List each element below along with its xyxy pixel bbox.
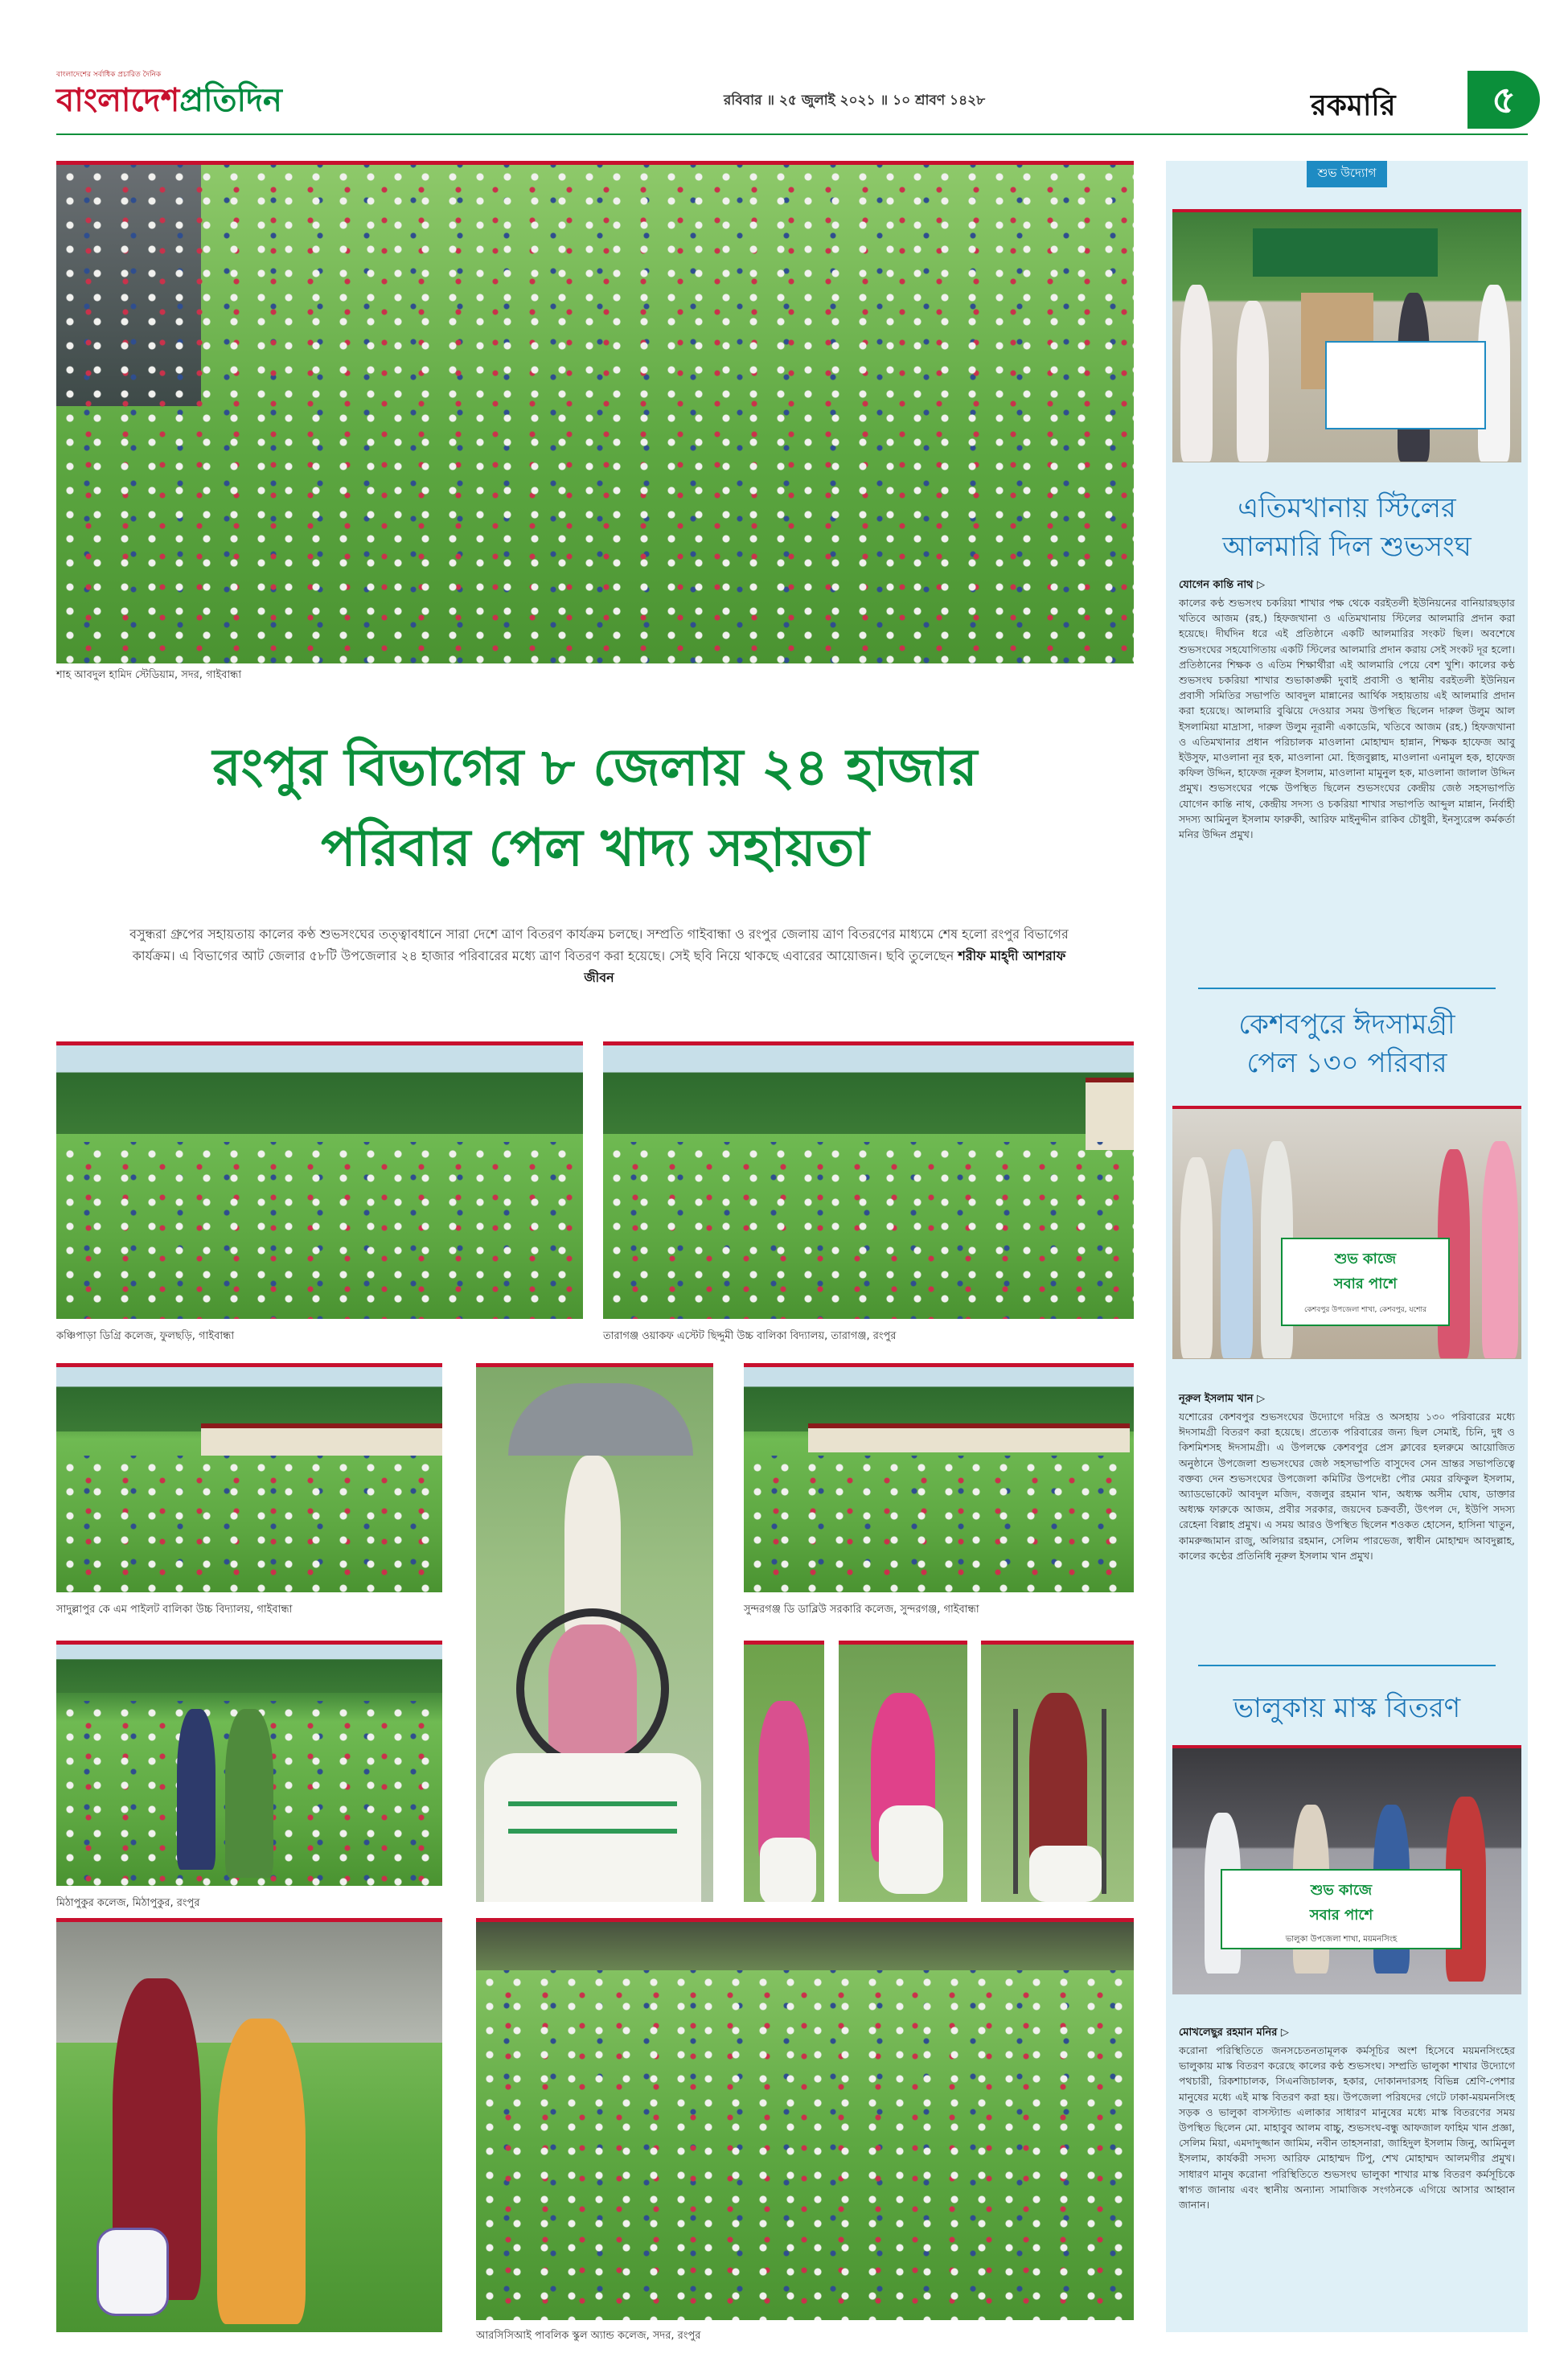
bhaluka-banner	[1221, 1869, 1462, 1949]
section-name: রকমারি	[1311, 88, 1396, 122]
story2-title	[1166, 1005, 1528, 1082]
dateline: রবিবার ॥ ২৫ জুলাই ২০২১ ॥ ১০ শ্রাবণ ১৪২৮	[724, 92, 986, 109]
story1-title	[1166, 489, 1528, 566]
photo-woman-with-bag	[839, 1641, 967, 1902]
photo-taraganj	[603, 1041, 1134, 1319]
sidebar-tag-label: শুভ উদ্যোগ	[1307, 161, 1388, 187]
caption-row1-left: কঞ্চিপাড়া ডিগ্রি কলেজ, ফুলছড়ি, গাইবান্ধা	[56, 1330, 235, 1342]
photo-elderly-woman-walking	[56, 1918, 442, 2332]
main-headline	[56, 728, 1134, 889]
masthead	[56, 56, 1528, 137]
photo-keshabpur-eid	[1172, 1106, 1521, 1359]
photo-almirah-handover	[1172, 209, 1521, 462]
caption-bottom: আরসিসিআই পাবলিক স্কুল অ্যান্ড কলেজ, সদর, রংপুর	[476, 2330, 701, 2342]
photo-elderly-crutches	[981, 1641, 1134, 1902]
intro-text: বসুন্ধরা গ্রুপের সহায়তায় কালের কণ্ঠ শুভসংঘের তত্ত্বাবধানে সারা দেশে ত্রাণ বিতরণ কার্যক্রম চলছে। সম্প্রতি গাইবান্ধা ও রংপুর জেলায় ত্রাণ বিতরণের মাধ্যমে শেষ হলো রংপুর বিভাগের কার্যক্রম। এ বিভাগের আট জেলার ৫৮টি উপজেলার ২৪ হাজার পরিবারের মধ্যে ত্রাণ বিতরণ করা হয়েছে। সেই ছবি নিয়ে থাকছে এবারের আয়োজন। ছবি তুলেছেন	[129, 926, 1069, 963]
photo-mithapukur	[56, 1641, 442, 1886]
caption-row1-right: তারাগঞ্জ ওয়াকফ এস্টেট ছিদ্দুমী উচ্চ বালিকা বিদ্যালয়, তারাগঞ্জ, রংপুর	[603, 1330, 897, 1342]
story3-title: ভালুকায় মাস্ক বিতরণ	[1233, 1692, 1461, 1724]
sidebar-divider-2	[1198, 1665, 1496, 1666]
keshabpur-banner	[1281, 1238, 1450, 1326]
keshabpur-banner-line2: সবার পাশে	[1333, 1275, 1398, 1292]
newspaper-logo[interactable]	[56, 71, 322, 135]
story2-title-line2: পেল ১৩০ পরিবার	[1246, 1047, 1447, 1079]
bhaluka-banner-line1: শুভ কাজে	[1310, 1882, 1373, 1899]
photo-wheelchair-portrait	[476, 1363, 713, 1902]
headline-line2: পরিবার পেল খাদ্য সহায়তা	[321, 818, 869, 878]
photo-rcci-school-aerial	[476, 1918, 1134, 2320]
story3-body: করোনা পরিস্থিতিতে জনসচেতনতামূলক কর্মসূচির অংশ হিসেবে ময়মনসিংহের ভালুকায় মাস্ক বিতরণ করেছে কালের কণ্ঠ শুভসংঘ। সম্প্রতি ভালুকা শাখার উদ্যোগে পথচারী, রিকশাচালক, সিএনজিচালক, হকার, দোকানদারসহ বিভিন্ন শ্রেণি-পেশার মানুষের মধ্যে এই মাস্ক বিতরণ করা হয়। উপজেলা পরিষদের গেটে ঢাকা-ময়মনসিংহ সড়ক ও ভালুকা বাসস্ট্যান্ড এলাকার সাধারণ মানুষের মধ্যে মাস্ক বিতরণের সময় উপস্থিত ছিলেন মো. মাহাবুব আলম বাচ্চু, শুভসংঘ-বন্ধু আফজাল ফাহিম খান প্রজ্ঞা, সেলিম মিয়া, এমদাদুজ্জান জামিম, নবীন তাহসনারা, জাহিদুল ইসলাম জিনু, আমিনুল ইসলাম, কার্যকরী সদস্য আরিফ মোহাম্মদ টিপু, শেখ মোহাম্মদ আলমগীর প্রমুখ। সাধারণ মানুষ করোনা পরিস্থিতিতে শুভসংঘ ভালুকা শাখার মাস্ক বিতরণ কর্মসূচিকে স্বাগত জানায় এবং স্থানীয় অন্যান্য সামাজিক সংগঠনকে এগিয়ে আসার আহ্বান জানান।	[1179, 2044, 1515, 2212]
bhaluka-banner-sub: ভালুকা উপজেলা শাখা, ময়মনসিংহ	[1285, 1935, 1398, 1944]
logo-tagline: বাংলাদেশের সর্বাধিক প্রচারিত দৈনিক	[56, 71, 162, 79]
story1-byline: যোগেন কান্তি নাথ ▷	[1179, 579, 1266, 591]
story2-body: যশোরের কেশবপুর শুভসংঘের উদ্যোগে দরিদ্র ও অসহায় ১৩০ পরিবারের মধ্যে ঈদসামগ্রী বিতরণ করা হয়েছে। প্রত্যেক পরিবারের জন্য ছিল সেমাই, চিনি, দুধ ও কিশমিশসহ ঈদসামগ্রী। এ উপলক্ষে কেশবপুর প্রেস ক্লাবের হলরুমে আয়োজিত অনুষ্ঠানে উপজেলা শুভসংঘের জেষ্ঠ সহসভাপতি বাসুদেব সেন ভ্রান্তর সভাপতিত্বে বক্তব্য দেন শুভসংঘের উপজেলা কমিটির উপদেষ্টা পৌর মেয়র রফিকুল ইসলাম, অ্যাডভোকেট আবদুল মজিদ, বজলুর রহমান খান, অধ্যক্ষ অসীম ঘোষ, ডাক্তার অধ্যক্ষ ফারুকে আজম, প্রবীর সরকার, জয়দেব চক্রবর্তী, উৎপল দে, ইউপি সদস্য রেহেনা বিল্লাহ প্রমুখ। এ সময় আরও উপস্থিত ছিলেন শওকত হোসেন, হাসিনা খাতুন, কামরুজ্জামান রাজু, অলিয়ার রহমান, সেলিম পারভেজ, স্বাধীন মোহাম্মদ আবদুল্লাহ, কালের কণ্ঠের প্রতিনিধি নূরুল ইসলাম খান প্রমুখ।	[1179, 1411, 1515, 1562]
photo-sundarganj	[744, 1363, 1134, 1592]
sidebar-divider-1	[1198, 988, 1496, 989]
story1-title-line1: এতিমখানায় স্টিলের	[1238, 492, 1456, 524]
masthead-divider	[56, 133, 1528, 135]
sidebar	[1166, 161, 1528, 2332]
photo-sadullapur	[56, 1363, 442, 1592]
story3-byline: মোখলেছুর রহমান মনির ▷	[1179, 2027, 1289, 2039]
story2-title-line1: কেশবপুরে ঈদসামগ্রী	[1238, 1008, 1455, 1041]
keshabpur-banner-line1: শুভ কাজে	[1334, 1251, 1397, 1267]
sidebar-tag	[1166, 161, 1528, 209]
photographer-credit: শরীফ মাহ্‌দী আশরাফ জীবন	[584, 948, 1066, 985]
caption-row2-right: সুন্দরগঞ্জ ডি ডাব্লিউ সরকারি কলেজ, সুন্দরগঞ্জ, গাইবান্ধা	[744, 1604, 979, 1616]
caption-row3-left: মিঠাপুকুর কলেজ, মিঠাপুকুর, রংপুর	[56, 1897, 200, 1909]
caption-row2-left: সাদুল্লাপুর কে এম পাইলট বালিকা উচ্চ বিদ্যালয়, গাইবান্ধা	[56, 1604, 293, 1616]
photo-bhaluka-masks	[1172, 1745, 1521, 1994]
headline-line1: রংপুর বিভাগের ৮ জেলায় ২৪ হাজার	[212, 737, 978, 798]
logo-wordmark	[56, 80, 322, 121]
bhaluka-banner-line2: সবার পাশে	[1309, 1907, 1373, 1924]
intro-paragraph	[121, 923, 1077, 988]
logo-part2: প্রতিদিন	[179, 81, 282, 119]
keshabpur-banner-sub: কেশবপুর উপজেলা শাখা, কেশবপুর, যশোর	[1303, 1306, 1427, 1314]
caption-top-photo: শাহ আবদুল হামিদ স্টেডিয়াম, সদর, গাইবান্ধা	[56, 669, 242, 681]
story1-title-line2: আলমারি দিল শুভসংঘ	[1222, 531, 1472, 563]
story1-body: কালের কণ্ঠ শুভসংঘ চকরিয়া শাখার পক্ষ থেকে বরইতলী ইউনিয়নের বানিয়ারছড়ার খতিবে আজম (রহ.) হিফজখানা ও এতিমখানায় স্টিলের আলমারি প্রদান করা হয়েছে। দীর্ঘদিন ধরে এই প্রতিষ্ঠানে একটি আলমারির সংকট ছিল। অবশেষে শুভসংঘের সহযোগিতায় একটি স্টিলের আলমারি প্রদান করায় সেই সংকট দূর হলো। প্রতিষ্ঠানের শিক্ষক ও এতিম শিক্ষার্থীরা এই আলমারি পেয়ে বেশ খুশি। কালের কণ্ঠ শুভসংঘ চকরিয়া শাখার শুভাকাঙ্ক্ষী দুবাই প্রবাসী ও স্থানীয় বরইতলী ইউনিয়ন প্রবাসী সমিতির সভাপতি আবদুল মান্নানের আর্থিক সহায়তায় এই আলমারি প্রদান করা হয়েছে। আলমারি বুঝিয়ে দেওয়ার সময় উপস্থিত ছিলেন দারুল উলুম আল ইসলামিয়া মাদ্রাসা, দারুল উলুম নূরানী একাডেমি, খতিবে আজম (রহ.) হিফজখানা ও এতিমখানার প্রধান পরিচালক মাওলানা মোহাম্মদ হান্নান, শিক্ষক হাফেজ আবু ইউসুফ, মাওলানা নূর হক, মাওলানা মো. হিজবুল্লাহ, মাওলানা এনামুল হক, হাফেজ কফিল উদ্দিন, হাফেজ নূরুল ইসলাম, মাওলানা মামুনুল হক, মাওলানা জালাল উদ্দিন প্রমুখ। শুভসংঘের পক্ষে উপস্থিত ছিলেন শুভসংঘের কেন্দ্রীয় জেষ্ঠ সহসভাপতি যোগেন কান্তি নাথ, কেন্দ্রীয় সদস্য ও চকরিয়া শাখার সভাপতি আব্দুল মান্নান, নির্বাহী সদস্য আমিনুল ইসলাম ফারুকী, আরিফ মাইনুদ্দীন রাকিব চৌধুরী, ইনস্যুরেন্স কর্মকর্তা মনির উদ্দিন প্রমুখ।	[1179, 597, 1515, 841]
story2-byline: নূরুল ইসলাম খান ▷	[1179, 1393, 1266, 1405]
page-number-badge: ৫	[1467, 71, 1540, 129]
logo-part1: বাংলাদেশ	[56, 81, 180, 119]
photo-stadium-aerial	[56, 161, 1134, 663]
photo-girl-with-bag	[744, 1641, 824, 1902]
photo-kanchipara	[56, 1041, 583, 1319]
